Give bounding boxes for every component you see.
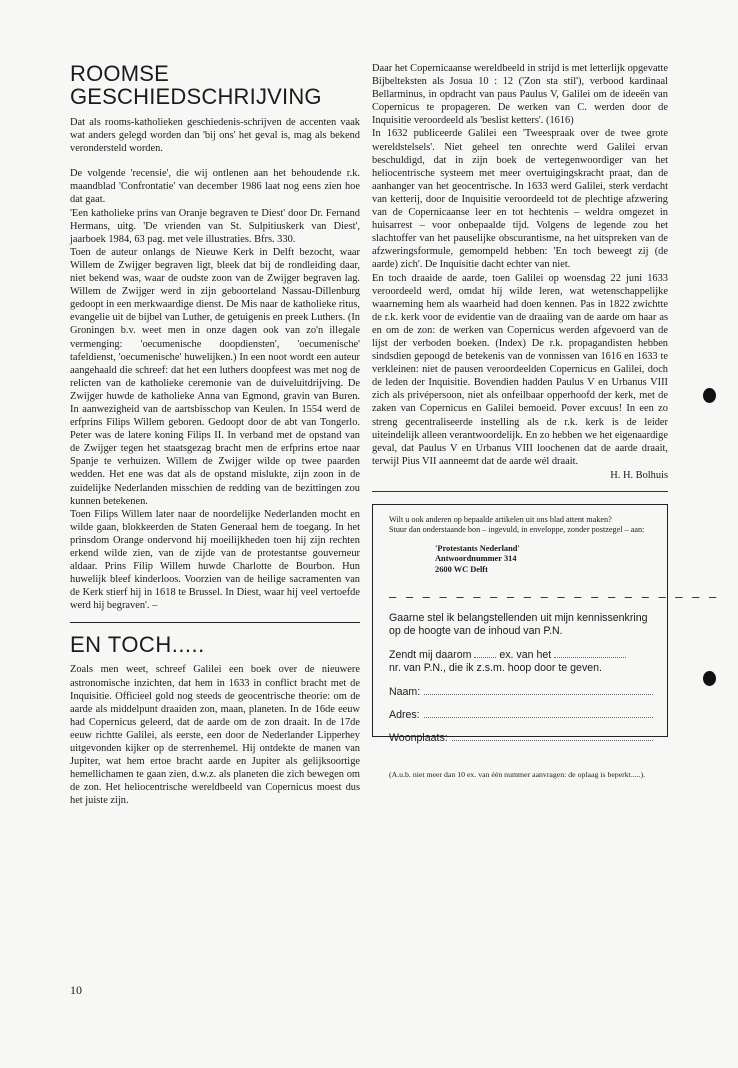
paragraph: In 1632 publiceerde Galilei een 'Tweespraak over de twee grote wereldstelsels'. Niet geheel ten onrechte werd Galilei ervan beschuldigd, dat in zijn boek de vertegenwoordiger van het heliocentrische systeem met meer overtuigingskracht praat, dan de aanhanger van het geocentrische. In 1633 werd Galilei, sterk verdacht van ketterij, door de Inquisitie veroordeeld tot de plechtige afzwering van de Copernicaanse leer en tot hechtenis – weldra omgezet in huisarrest – voor onbepaalde tijd. Volgens de legende zou het slachtoffer van het pauselijke obscurantisme, na het uitspreken van de afzweringsformule, gemompeld hebben: 'En toch beweegt zij (de aarde) zich'. De Inquisitie dacht echter van niet. xyxy=(372,128,668,271)
reply-address: 'Protestants Nederland' Antwoordnummer 314 2600 WC Delft xyxy=(435,543,520,574)
address-field[interactable]: Adres: xyxy=(389,709,657,721)
copies-field[interactable] xyxy=(474,657,496,658)
coupon-statement: Gaarne stel ik belangstellenden uit mijn kennissenkring op de hoogte van de inhoud van P.N. xyxy=(389,611,648,638)
punch-hole xyxy=(703,671,716,686)
section-divider xyxy=(70,622,360,623)
city-field[interactable]: Woonplaats: xyxy=(389,732,657,744)
paragraph: Zoals men weet, schreef Galilei een boek over de nieuwere astronomische inzichten, dat hem in 1633 in conflict bracht met de Inquisitie. Officieel gold nog steeds de geocentrische theorie: om de aarde als middelpunt draaiden zon, maan, planeten. In de 16de eeuw had Copernicus geleerd, dat de aarde om de zon draait. In de 17de eeuw richtte Galilei, als eerste, een door de Nederlander Lipperhey uitgevonden kijker op de sterrenhemel. Hij ontdekte de manen van Jupiter, wat hem ertoe bracht aarde en Jupiter als gelijksoortige hemellichamen te gaan zien, d.w.z. als planeten die zich bewegen om de zon. Het heliocentrische wereldbeeld van Copernicus moest dus het juiste zijn. xyxy=(70,664,360,807)
paragraph: Toen Filips Willem later naar de noordelijke Nederlanden mocht en wilde gaan, blokkeerden de Staten Generaal hem de toegang. In het prinsdom Orange ondervond hij moeilijkheden toen hij zijn rechten erkend wilde zien, van de zijde van de protestantse gouverneur aldaar. Prins Filip Willem huwde Charlotte de Bourbon. Hun huwelijk bleef kinderloos. Voorzien van de heilige sacramenten van de Kerk stierf hij in 1618 te Brussel. In Diest, waar hij veel vertoefde werd hij begraven'. – xyxy=(70,508,360,612)
coupon-intro: Wilt u ook anderen op bepaalde artikelen uit ons blad attent maken? xyxy=(389,514,612,524)
coupon-instructions: Stuur dan onderstaande bon – ingevuld, in enveloppe, zonder postzegel – aan: xyxy=(389,525,645,535)
name-field[interactable]: Naam: xyxy=(389,686,657,698)
punch-hole xyxy=(703,388,716,403)
author-signature: H. H. Bolhuis xyxy=(610,469,668,481)
left-column xyxy=(70,62,360,808)
order-coupon xyxy=(372,504,720,780)
paragraph: Daar het Copernicaanse wereldbeeld in strijd is met letterlijk opgevatte Bijbelteksten als Josua 10 : 12 ('Zon sta stil'), verbood kardinaal Bellarminus, in opdracht van paus Paulus V, Galilei om de ideeën van Copernicus te propageren. De werken van C. werden door de Inquisitie veroordeeld als 'beslist ketters'. (1616) xyxy=(372,63,668,127)
coupon-note: (A.u.b. niet meer dan 10 ex. van één nummer aanvragen: de oplaag is beperkt.....). xyxy=(389,770,646,780)
paragraph: En toch draaide de aarde, toen Galilei op woensdag 22 juni 1633 veroordeeld werd, omdat hij wilde leren, wat wetenschappelijke waarneming hem als waarheid had doen kennen. Pas in 1822 zwichtte de r.k. kerk voor de evidentie van de draaiing van de aarde om haar as en om de zon: de werken van Copernicus werden afgevoerd van de lijst der verboden boeken. (Index) De r.k. propagandisten hebben sindsdien gepoogd de betekenis van de vonnissen van 1616 en 1633 te verkleinen: niet de pausen veroordeelden Copernicus en Galilei, doch de leden der Inquisitie. Bovendien hadden Paulus V en Urbanus VIII zich als privépersoon, niet als onfeilbaar opperhoofd der kerk, met de zaken van Copernicus en Galilei bemoeid. Pover excuus! In een zo streng gecentraliseerde instelling als de r.k. kerk is de leider uiteindelijk alleen verantwoordelijk. En zo hebben we het eigenaardige geval, dat Paulus V en Urbanus VIII loochenen dat de aarde draait, terwijl Pius VII aanneemt dat de aarde wél draait. xyxy=(372,272,668,467)
article-title-roomse: ROOMSE GESCHIEDSCHRIJVING xyxy=(70,61,322,109)
section-divider xyxy=(372,491,668,492)
article-title-en-toch: EN TOCH..... xyxy=(70,632,205,658)
issue-field[interactable] xyxy=(554,657,626,658)
intro-paragraph: Dat als rooms-katholieken geschiedenis-schrijven de accenten vaak wat anders gelegd worden dan 'bij ons' het geval is, mag als bekend verondersteld worden. xyxy=(70,117,360,155)
paragraph: 'Een katholieke prins van Oranje begraven te Diest' door Dr. Fernand Hermans, uitg. 'De vrienden van St. Sulpitiuskerk van Diest', jaarboek 1984, 63 pag. met vele illustraties. Bfrs. 330. xyxy=(70,207,360,245)
right-column xyxy=(372,62,720,780)
order-line: Zendt mij daarom ex. van het nr. van P.N., die ik z.s.m. hoop door te geven. xyxy=(389,649,657,676)
paragraph: De volgende 'recensie', die wij ontlenen aan het behoudende r.k. maandblad 'Confrontatie' van december 1986 laat nog eens zien hoe dat gaat. xyxy=(70,168,360,206)
paragraph: Toen de auteur onlangs de Nieuwe Kerk in Delft bezocht, waar Willem de Zwijger begraven ligt, bleek dat bij de rondleiding daar, niet bekend was, waar de oudste zoon van de Zwijger begraven lag. Willem de Zwijger werd in zijn geboorteland Nassau-Dillenburg gedoopt in een merkwaardige dienst. De Mis naar de katholieke ritus, evangelie uit de bijbel van Luther, de getuigenis en preek Luthers. (In Groningen b.v. weet men in onze dagen ook van zo'n illegale vermenging: 'oecumenische doopdiensten', 'oecumenische' tafeldienst, 'oecumenische' huwelijken.) In een noot wordt een auteur aangehaald die schreef: dat het een luthers doopfeest was met nog de relicten van de katholieke ceremonie van de duiveluitdrijving. De Zwijger huwde de katholieke Anna van Egmond, gravin van Buren. In aanwezigheid van de aartsbisschop van Keulen. In 1554 werd de erfprins Filips Willem geboren. Gedoopt door de abt van Tongerlo. Peter was de latere koning Filips II. In verband met de opstand van de Zwijger tegen het staatsgezag bracht men de erfprins ertoe naar Spanje te verhuizen. Willem de Zwijger wilde op twee paarden wedden. Het ene was dat als de opstand mislukte, zijn zoon in de zuidelijke Nederlanden misschien de redding van de bezittingen zou kunnen betekenen. xyxy=(70,246,360,507)
page-number: 10 xyxy=(70,983,82,997)
cut-line: – – – – – – – – – – – – – – – – – – – – xyxy=(389,588,720,604)
